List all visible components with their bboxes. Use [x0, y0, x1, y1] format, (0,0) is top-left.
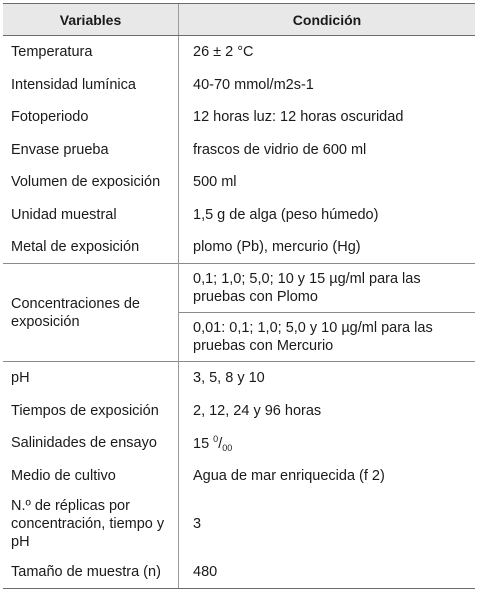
conditions-table [3, 3, 475, 589]
condition-cell-salinidad [179, 427, 476, 459]
variable-cell: Tamaño de muestra (n) [3, 556, 179, 589]
variable-cell: Metal de exposición [11, 239, 140, 255]
table-row [3, 68, 475, 101]
table-row [3, 394, 475, 427]
condition-cell: Agua de mar enriquecida (f 2) [179, 459, 476, 492]
salinity-value: 15 $^0/_{00}$ [193, 433, 233, 453]
variable-cell: Tiempos de exposición [11, 402, 159, 419]
table-row [3, 166, 475, 198]
condition-cell: 480 [179, 556, 476, 589]
condition-cell-mercurio: 0,01: 0,1; 1,0; 5,0 y 10 µg/ml para las pruebas con Mercurio [179, 313, 476, 362]
variable-cell: Salinidades de ensayo [11, 435, 157, 451]
header-row [3, 4, 475, 36]
condition-cell: 2, 12, 24 y 96 horas [179, 394, 476, 427]
variable-cell: N.º de réplicas por concentración, tiempo y pH [11, 498, 165, 550]
table-row [3, 133, 475, 166]
salinity-sub: 00 [222, 442, 233, 453]
variable-cell: Medio de cultivo [11, 467, 116, 484]
header-variables: Variables [3, 4, 179, 36]
table-row [3, 492, 475, 556]
variable-cell: Concentraciones de exposición [3, 264, 179, 362]
condition-cell-plomo: 0,1; 1,0; 5,0; 10 y 15 µg/ml para las pruebas con Plomo [179, 264, 476, 313]
condition-cell: frascos de vidrio de 600 ml [179, 133, 476, 166]
variable-cell: pH [3, 362, 179, 395]
table-row [3, 101, 475, 133]
condition-cell: 3 [179, 492, 476, 556]
condition-cell: 26 ± 2 °C [179, 36, 476, 69]
table-row [3, 556, 475, 589]
variable-cell: Volumen de exposición [11, 174, 161, 190]
condition-cell: 40-70 mmol/m2s-1 [179, 68, 476, 101]
table-row-concentraciones [3, 264, 475, 313]
table-row [3, 362, 475, 395]
condition-cell: plomo (Pb), mercurio (Hg) [179, 231, 476, 264]
variable-cell: Temperatura [11, 44, 93, 60]
condition-cell: 3, 5, 8 y 10 [179, 362, 476, 395]
table-row [3, 459, 475, 492]
table-row [3, 36, 475, 69]
table-row [3, 427, 475, 459]
salinity-sup: 0 [213, 433, 219, 444]
variable-cell: Fotoperiodo [11, 109, 89, 125]
variable-cell: Intensidad lumínica [11, 76, 136, 93]
variable-cell: Envase prueba [11, 141, 109, 158]
condition-cell: 12 horas luz: 12 horas oscuridad [179, 101, 476, 133]
condition-cell: 500 ml [179, 166, 476, 198]
variable-cell: Unidad muestral [11, 206, 117, 223]
condition-cell: 1,5 g de alga (peso húmedo) [179, 198, 476, 231]
table-row [3, 198, 475, 231]
table-row [3, 231, 475, 264]
header-condicion: Condición [179, 4, 476, 36]
